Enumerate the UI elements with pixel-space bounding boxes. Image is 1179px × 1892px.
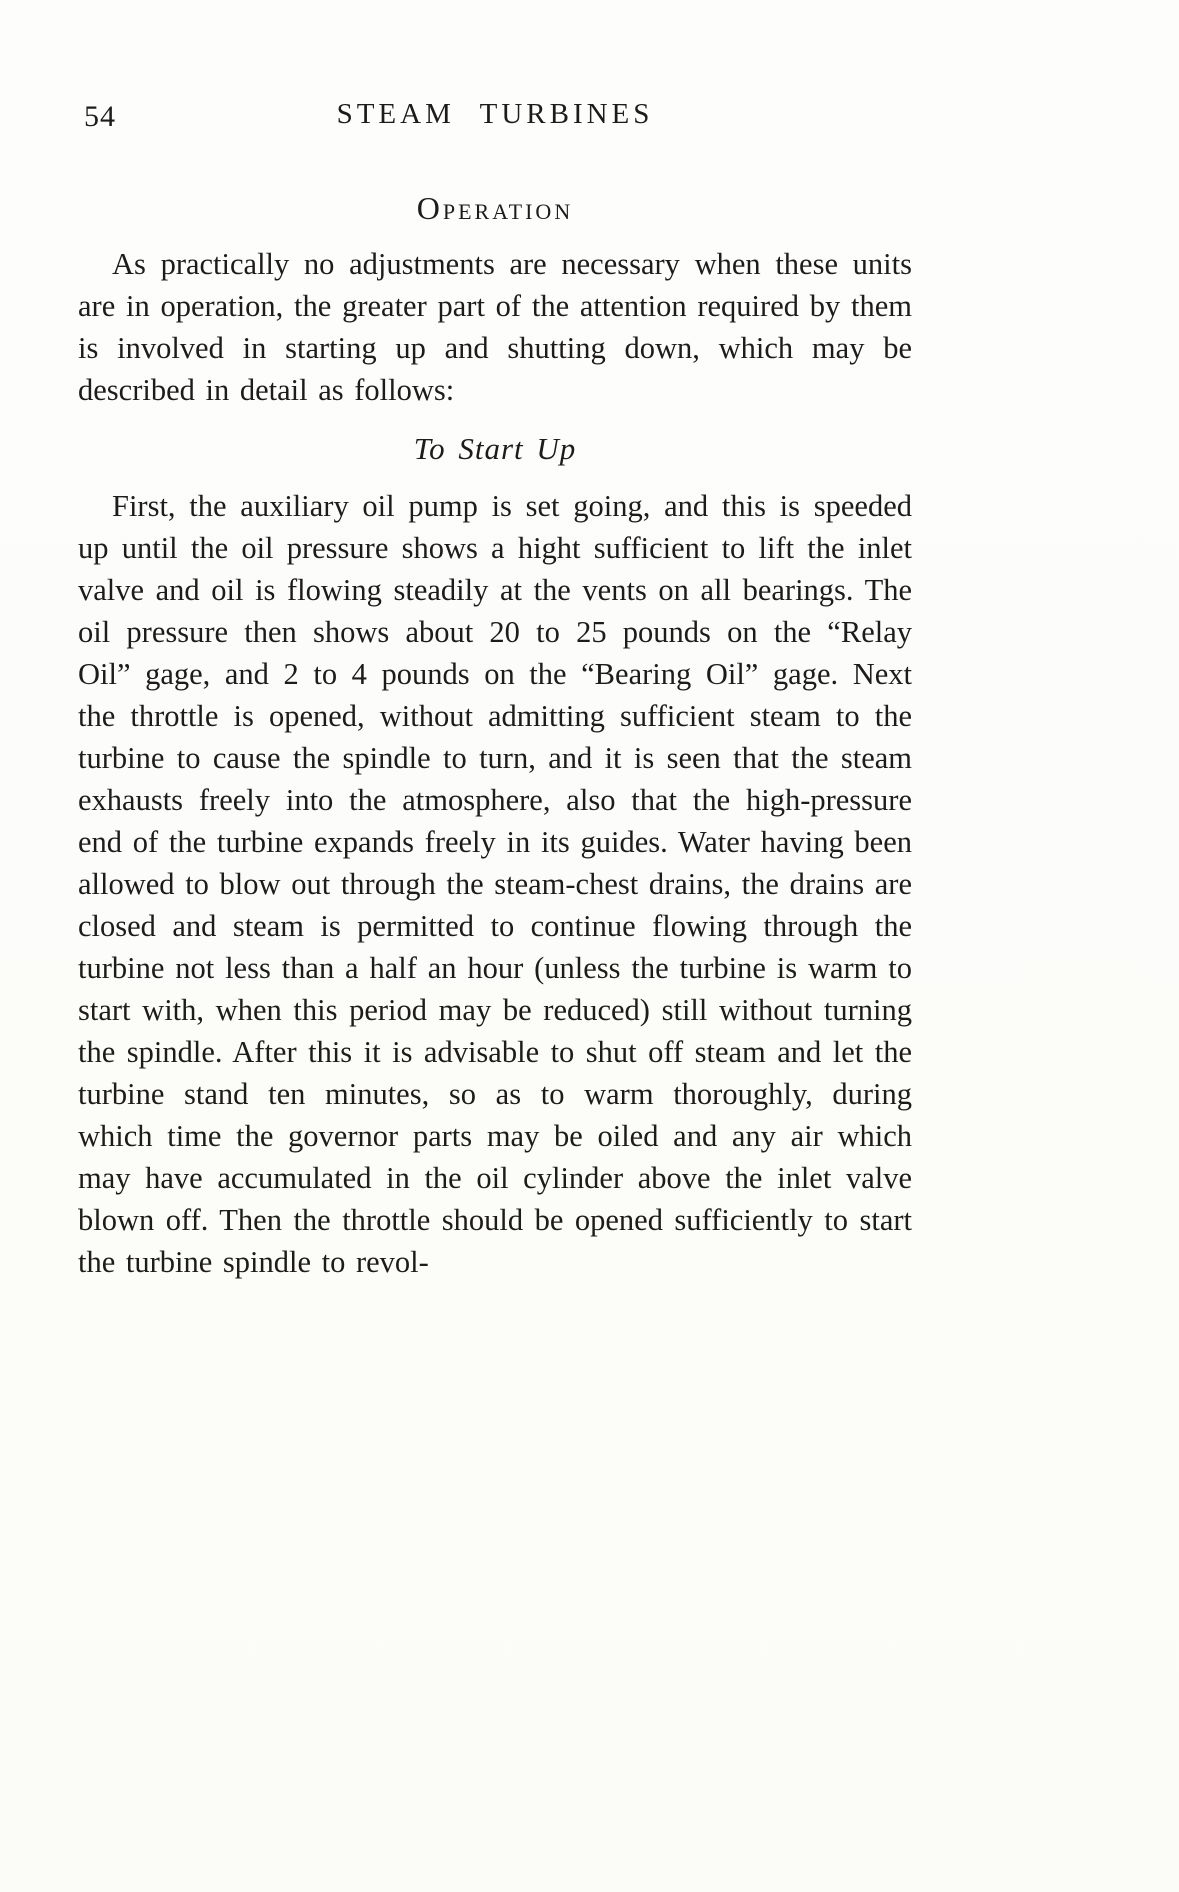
section-heading: Operation <box>416 190 574 226</box>
running-head: STEAM TURBINES <box>336 98 654 130</box>
text-column <box>78 0 912 1283</box>
intro-paragraph: As practically no adjustments are necessary when these units are in operation, the greater part of the attention required by them is involved in starting up and shutting down, which may be described in detail as follows: <box>78 247 912 407</box>
page-header <box>78 98 912 140</box>
body-paragraph: First, the auxiliary oil pump is set going, and this is speeded up until the oil pressure shows a hight sufficient to lift the inlet valve and oil is flowing steadily at the vents on all bearings. The oil pressure then shows about 20 to 25 pounds on the “Relay Oil” gage, and 2 to 4 pounds on the “Bearing Oil” gage. Next the throttle is opened, without admitting sufficient steam to the turbine to cause the spindle to turn, and it is seen that the steam exhausts freely into the atmosphere, also that the high-pressure end of the turbine expands freely in its guides. Water having been allowed to blow out through the steam-chest drains, the drains are closed and steam is permitted to continue flowing through the turbine not less than a half an hour (unless the turbine is warm to start with, when this period may be reduced) still without turning the spindle. After this it is advisable to shut off steam and let the turbine stand ten minutes, so as to warm thoroughly, during which time the governor parts may be oiled and any air which may have accumulated in the oil cylinder above the inlet valve blown off. Then the throttle should be opened sufficiently to start the turbine spindle to revol- <box>78 489 912 1279</box>
page-number: 54 <box>84 100 116 133</box>
subsection-heading: To Start Up <box>413 431 577 466</box>
